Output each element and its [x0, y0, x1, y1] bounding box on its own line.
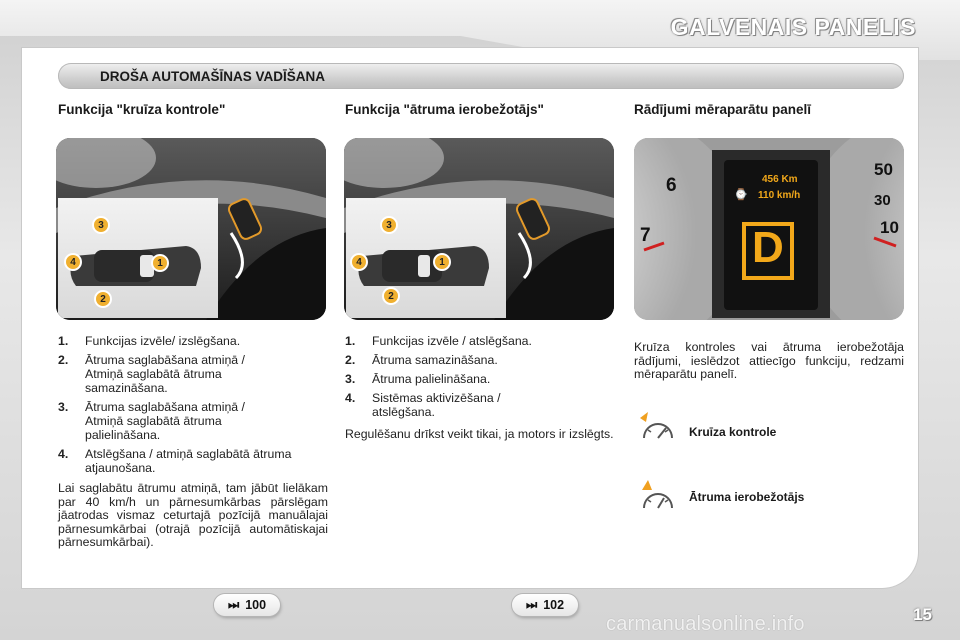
dashboard-description: Kruīza kontroles vai ātruma ierobežotāja rādījumi, ieslēdzot attiecīgo funkciju, redzami mēraparātu panelī.: [634, 340, 904, 382]
callout-1: 1: [151, 254, 169, 272]
page-ref-label: 102: [543, 598, 565, 612]
fast-forward-icon: ⏭: [525, 597, 538, 612]
list-item: 1. Funkcijas izvēle/ izslēgšana.: [58, 334, 241, 348]
callout-2: 2: [94, 290, 112, 308]
cruise-control-note: Lai saglabātu ātrumu atmiņā, tam jābūt lielākam par 40 km/h un pārnesumkārbas pārslēgam jāatrodas vismaz ceturtajā pozīcijā manuālajai pārnesumkārbai (otrajā pozīcijā automātiskajai pārnesumkārbai).: [58, 481, 328, 550]
page-number: 15: [913, 605, 932, 624]
rpm-digit-7: 7: [640, 225, 651, 246]
list-item: 3. Ātruma saglabāšana atmiņā / Atmiņā saglabātā ātruma palielināšana.: [58, 400, 245, 442]
display-speed: 110 km/h: [758, 190, 801, 201]
cruise-control-heading: Funkcija "kruīza kontrole": [58, 102, 226, 117]
speedo-10: 10: [880, 218, 899, 237]
callout-1-limiter: 1: [433, 253, 451, 271]
speed-limiter-note: Regulēšanu drīkst veikt tikai, ja motors ir izslēgts.: [345, 427, 614, 441]
list-item: 2. Ātruma samazināšana.: [345, 353, 498, 367]
display-gear: D: [752, 223, 784, 272]
list-item: 2. Ātruma saglabāšana atmiņā / Atmiņā saglabātā ātruma samazināšana.: [58, 353, 245, 395]
cruise-control-icon: [634, 408, 690, 453]
list-item: 3. Ātruma palielināšana.: [345, 372, 491, 386]
rpm-digit-6: 6: [666, 175, 677, 196]
callout-2-limiter: 2: [382, 287, 400, 305]
speed-limiter-heading: Funkcija "ātruma ierobežotājs": [345, 102, 544, 117]
speed-limiter-icon: [634, 476, 690, 521]
list-item: 4. Atslēgšana / atmiņā saglabātā ātruma atjaunošana.: [58, 447, 292, 475]
watermark: carmanualsonline.info: [606, 613, 805, 635]
fast-forward-icon: ⏭: [227, 597, 240, 612]
instrument-panel-photo: [634, 138, 904, 320]
display-cruise-icon: ⌚: [734, 189, 748, 201]
speed-limiter-list: [345, 334, 615, 424]
display-distance: 456 Km: [762, 174, 798, 185]
callout-3-limiter: 3: [380, 216, 398, 234]
speed-limiter-legend-label: Ātruma ierobežotājs: [689, 490, 805, 504]
speedo-50: 50: [874, 160, 893, 179]
section-title: DROŠA AUTOMAŠĪNAS VADĪŠANA: [100, 69, 326, 84]
speedo-30: 30: [874, 192, 891, 209]
page-title: GALVENAIS PANELIS: [670, 14, 916, 40]
list-item: 1. Funkcijas izvēle / atslēgšana.: [345, 334, 532, 348]
list-item: 4. Sistēmas aktivizēšana / atslēgšana.: [345, 391, 501, 419]
callout-4-limiter: 4: [350, 253, 368, 271]
callout-4: 4: [64, 253, 82, 271]
callout-3: 3: [92, 216, 110, 234]
dashboard-indicators-heading: Rādījumi mēraparātu panelī: [634, 102, 812, 117]
page-ref-100[interactable]: [214, 594, 280, 616]
cruise-control-list: [58, 334, 328, 480]
page-ref-label: 100: [245, 598, 267, 612]
cruise-control-legend-label: Kruīza kontrole: [689, 425, 777, 439]
page-ref-102[interactable]: [512, 594, 578, 616]
